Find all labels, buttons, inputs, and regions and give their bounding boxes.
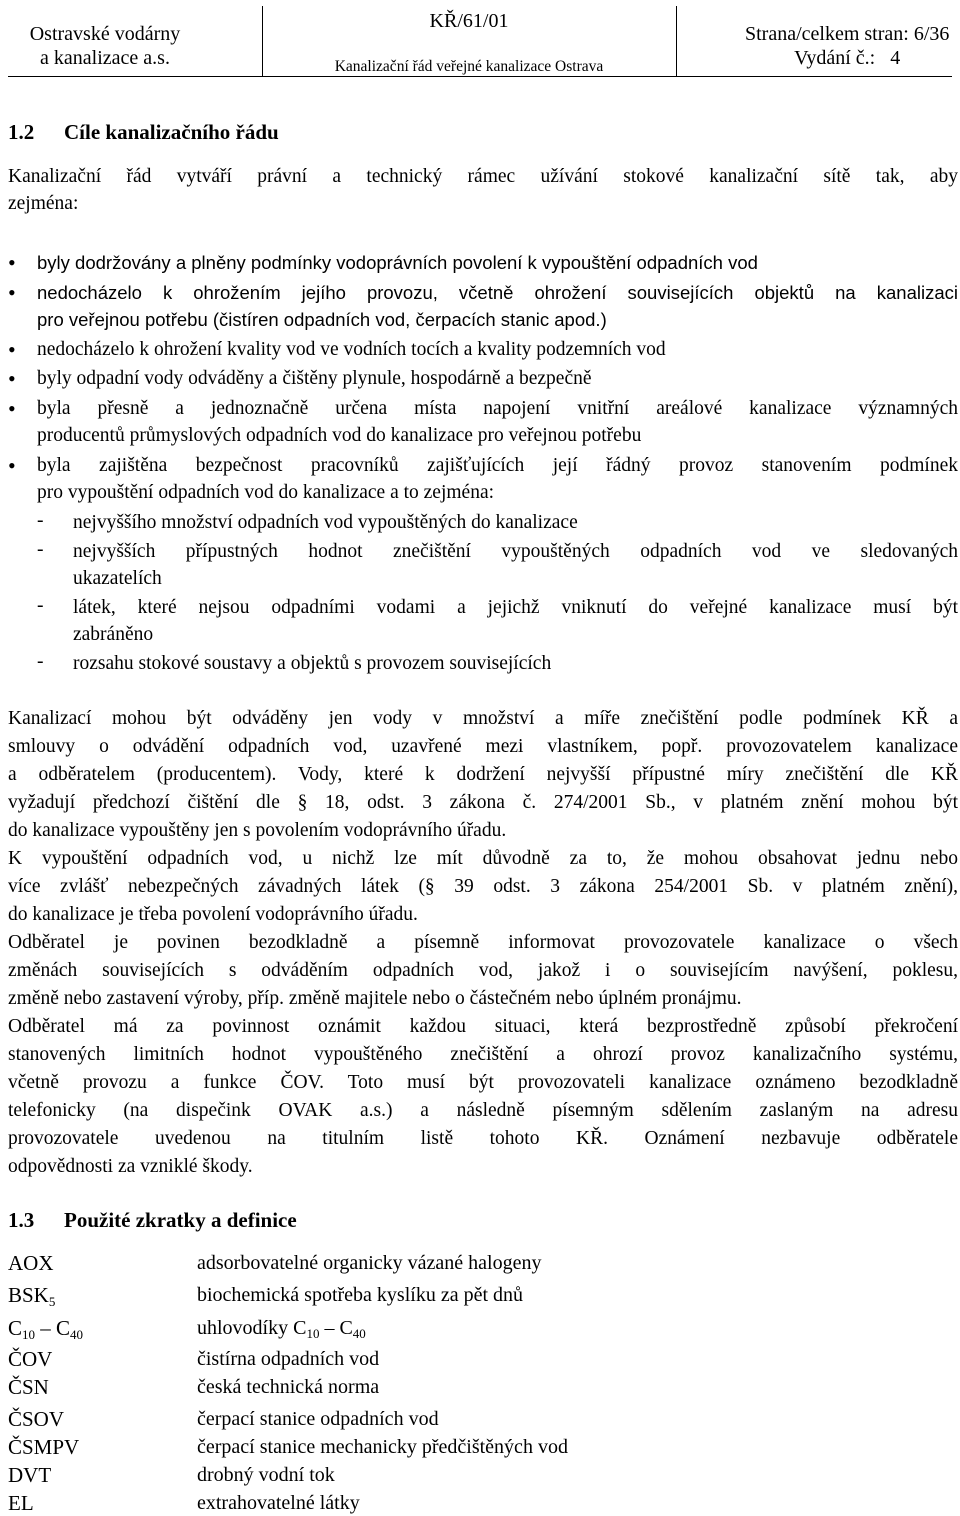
organization-name	[10, 22, 200, 70]
bullet-icon: •	[8, 280, 16, 305]
org-line-1: Ostravské vodárny	[29, 23, 181, 45]
abbreviation: EL	[8, 1491, 34, 1515]
abbreviation-definition: uhlovodíky $C_{10} - C_{40}$	[197, 1317, 366, 1341]
abbreviation-definition: extrahovatelné látky	[197, 1492, 360, 1514]
bullet-text: producentů průmyslových odpadních vod do kanalizace pro veřejnou potřebu	[37, 425, 642, 446]
abbreviation: AOX	[8, 1251, 54, 1275]
paragraph-line: K vypouštění odpadních vod, u nichž lze mít důvodně za to, že mohou obsahovat jednu nebo	[8, 848, 958, 869]
paragraph-line: Odběratel má za povinnost oznámit každou situaci, která bezprostředně způsobí překročení	[8, 1016, 958, 1037]
bullet-icon: •	[8, 453, 16, 478]
dash-item-text: rozsahu stokové soustavy a objektů s provozem souvisejících	[73, 653, 552, 674]
dash-item-text: ukazatelích	[73, 568, 162, 589]
bullet-icon: •	[8, 250, 16, 275]
abbreviation-definition: česká technická norma	[197, 1376, 380, 1398]
paragraph-line: více zvlášť nebezpečných závadných látek (§ 39 odst. 3 zákona 254/2001 Sb. v platném znění),	[8, 876, 958, 897]
bullet-icon: •	[8, 337, 16, 362]
section-heading: 1.2 Cíle kanalizačního řádu	[8, 120, 279, 144]
header-divider	[676, 6, 677, 76]
bullet-icon: •	[8, 396, 16, 421]
abbreviation-definition: čerpací stanice mechanicky předčištěných vod	[197, 1436, 568, 1458]
abbreviation: $C_{10} - C_{40}$	[8, 1316, 84, 1342]
document-id: KŘ/61/01	[429, 10, 509, 32]
bullet-text: byla přesně a jednoznačně určena místa napojení vnitřní areálové kanalizace významných	[37, 398, 958, 419]
intro-line: zejména:	[8, 193, 79, 214]
dash-item-text: nejvyšších přípustných hodnot znečištění vypouštěných odpadních vod ve sledovaných	[73, 541, 958, 562]
edition: Vydání č.: 4	[794, 47, 901, 69]
paragraph-line: odpovědnosti za vzniklé škody.	[8, 1156, 253, 1177]
abbreviation-definition: čistírna odpadních vod	[197, 1348, 380, 1370]
abbreviation: ČSN	[8, 1375, 49, 1399]
paragraph-line: smlouvy o odvádění odpadních vod, uzavřené mezi vlastníkem, popř. provozovatelem kanalizace	[8, 736, 958, 757]
abbreviation: ČSMPV	[8, 1435, 80, 1459]
header-rule	[8, 76, 952, 77]
abbreviation-definition: čerpací stanice odpadních vod	[197, 1408, 439, 1430]
bullet-text: byla zajištěna bezpečnost pracovníků zajišťujících její řádný provoz stanovením podmínek	[37, 455, 958, 476]
dash-mark: -	[37, 510, 44, 531]
abbreviation-definition: biochemická spotřeba kyslíku za pět dnů	[197, 1284, 524, 1306]
abbreviation: ČOV	[8, 1347, 53, 1371]
dash-item-text: látek, které nejsou odpadními vodami a jejichž vniknutí do veřejné kanalizace musí být	[73, 597, 958, 618]
paragraph-line: vyžadují předchozí čištění dle § 18, odst. 3 zákona č. 274/2001 Sb., v platném znění mohou být	[8, 792, 958, 813]
page-info	[745, 22, 949, 70]
paragraph-line: Kanalizací mohou být odváděny jen vody v množství a míře znečištění podle podmínek KŘ a	[8, 708, 958, 729]
document-title: Kanalizační řád veřejné kanalizace Ostrava	[334, 58, 604, 75]
page-header	[0, 0, 960, 90]
section-heading: 1.3 Použité zkratky a definice	[8, 1208, 297, 1232]
paragraph-line: provozovatele uvedenou na titulním listě tohoto KŘ. Oznámení nezbavuje odběratele	[8, 1128, 958, 1149]
bullet-text: byly odpadní vody odváděny a čištěny plynule, hospodárně a bezpečně	[37, 368, 592, 389]
paragraph-line: do kanalizace vypouštěny jen s povolením vodoprávního úřadu.	[8, 820, 507, 841]
bullet-text: pro veřejnou potřebu (čistíren odpadních vod, čerpacích stanic apod.)	[37, 309, 607, 330]
bullet-text: pro vypouštění odpadních vod do kanalizace a to zejména:	[37, 482, 495, 503]
paragraph-line: stanovených limitních hodnot vypouštěného znečištění a ohrozí provoz kanalizačního systému,	[8, 1044, 958, 1065]
dash-mark: -	[37, 651, 44, 672]
abbreviation-definition: drobný vodní tok	[197, 1464, 335, 1486]
org-line-2: a kanalizace a.s.	[40, 47, 170, 69]
paragraph-line: telefonicky (na dispečink OVAK a.s.) a následně písemným sdělením zaslaným na adresu	[8, 1100, 958, 1121]
intro-line: Kanalizační řád vytváří právní a technický rámec užívání stokové kanalizační sítě tak, aby	[8, 166, 958, 187]
abbreviation-definition: adsorbovatelné organicky vázané halogeny	[197, 1252, 542, 1274]
abbreviation: DVT	[8, 1463, 52, 1487]
dash-item-text: zabráněno	[73, 624, 154, 645]
dash-mark: -	[37, 595, 44, 616]
paragraph-line: Odběratel je povinen bezodkladně a písemně informovat provozovatele kanalizace o všech	[8, 932, 958, 953]
abbreviation: $BSK_5$	[8, 1283, 56, 1309]
paragraph-line: změně nebo zastavení výroby, příp. změně majitele nebo o částečném nebo úplném pronájmu.	[8, 988, 742, 1009]
bullet-text: nedocházelo k ohrožení kvality vod ve vodních tocích a kvality podzemních vod	[37, 339, 666, 360]
page-count: Strana/celkem stran: 6/36	[745, 23, 950, 45]
bullet-text: byly dodržovány a plněny podmínky vodoprávních povolení k vypouštění odpadních vod	[37, 252, 758, 273]
paragraph-line: do kanalizace je třeba povolení vodoprávního úřadu.	[8, 904, 418, 925]
dash-mark: -	[37, 539, 44, 560]
dash-item-text: nejvyššího množství odpadních vod vypouštěných do kanalizace	[73, 512, 578, 533]
paragraph-line: včetně provozu a funkce ČOV. Toto musí být provozovateli kanalizace oznámeno bezodkladně	[8, 1072, 958, 1093]
paragraph-line: a odběratelem (producentem). Vody, které k dodržení nejvyšší přípustné míry znečištění dle KŘ	[8, 764, 958, 785]
abbreviation: ČSOV	[8, 1407, 65, 1431]
paragraph-line: změnách souvisejících s odváděním odpadních vod, jakož i o souvisejícím navýšení, poklesu,	[8, 960, 958, 981]
bullet-icon: •	[8, 366, 16, 391]
bullet-text: nedocházelo k ohrožením jejího provozu, včetně ohrožení souvisejících objektů na kanalizaci	[37, 282, 958, 303]
